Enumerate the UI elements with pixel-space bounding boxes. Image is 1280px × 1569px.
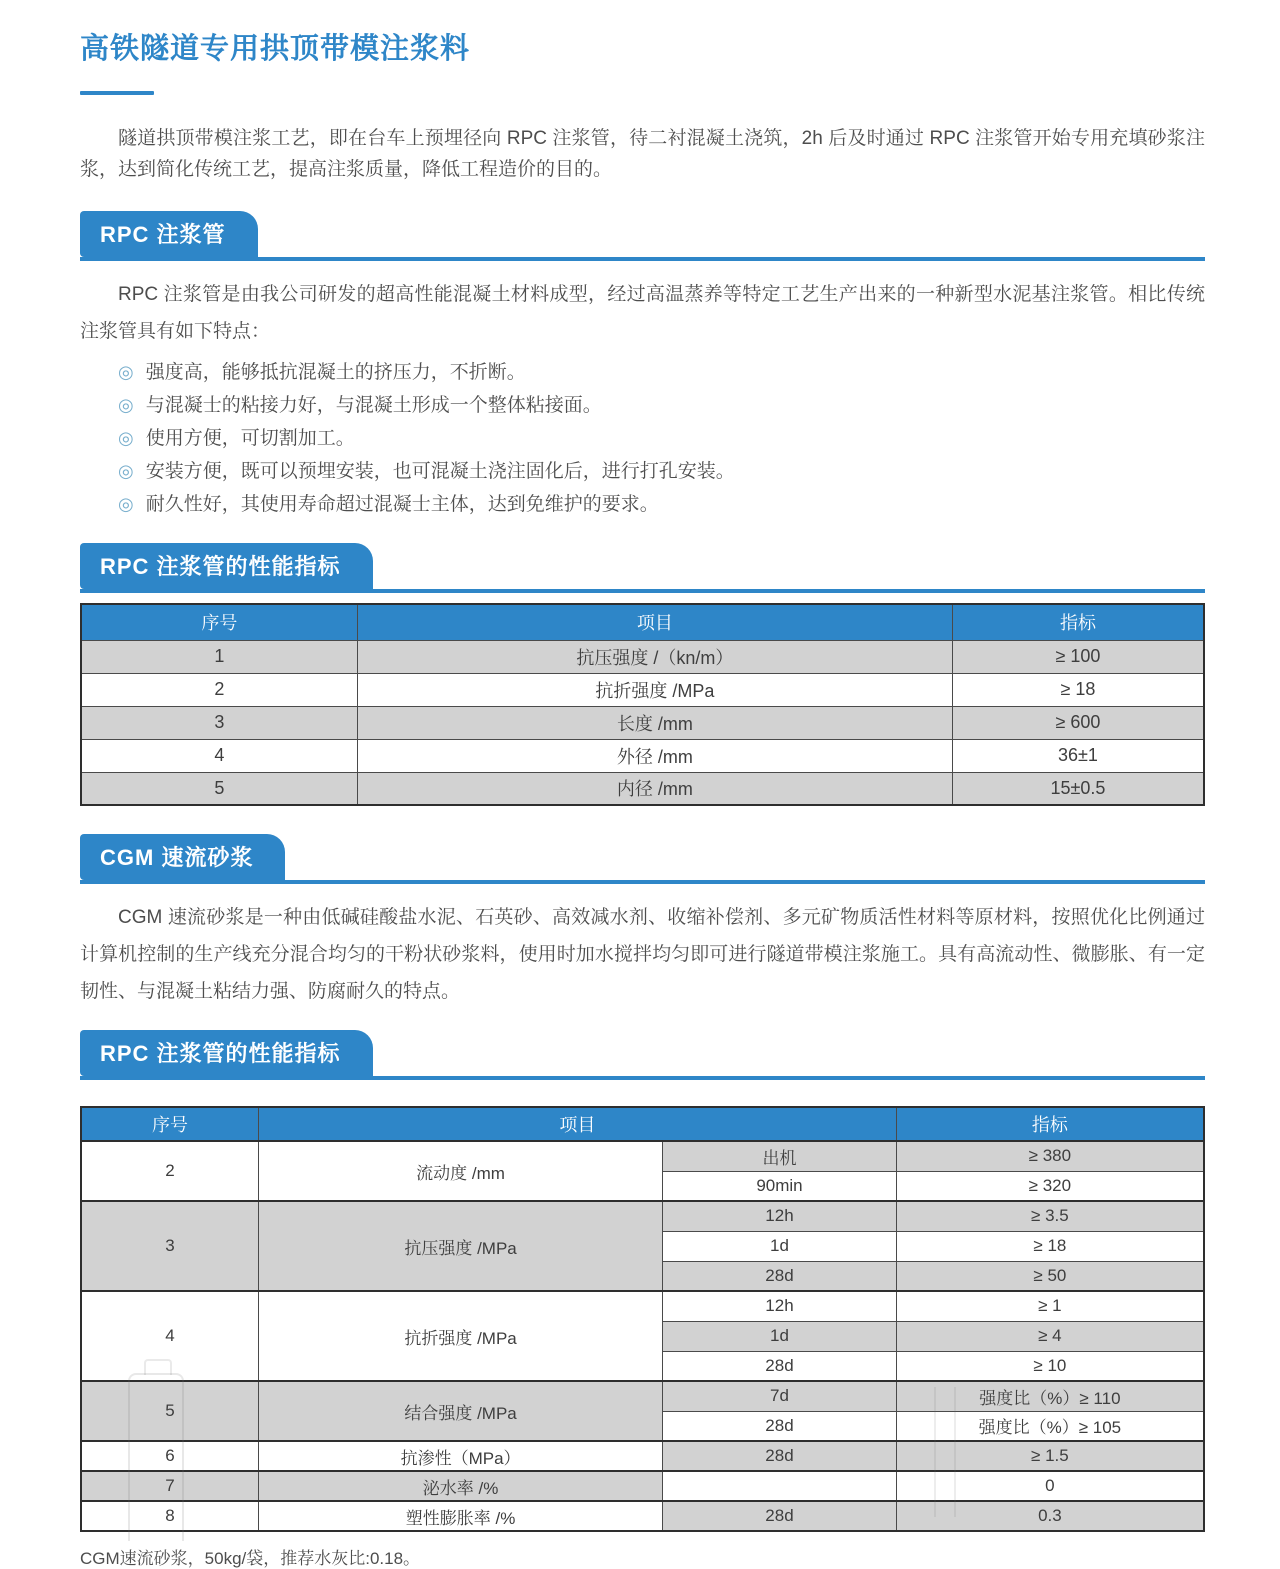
cell-condition: 12h — [663, 1201, 897, 1231]
table-row — [81, 706, 1204, 739]
table-row — [81, 1291, 1204, 1321]
bullseye-bullet-icon: ◎ — [118, 362, 134, 382]
cell-condition: 1d — [663, 1231, 897, 1261]
cell-index: 4 — [81, 739, 357, 772]
cell-item: 抗渗性（MPa） — [258, 1441, 662, 1471]
cell-condition: 90min — [663, 1171, 897, 1201]
rpc-description: RPC 注浆管是由我公司研发的超高性能混凝土材料成型，经过高温蒸养等特定工艺生产出来的一种新型水泥基注浆管。相比传统注浆管具有如下特点： — [80, 284, 1205, 342]
cell-spec: ≥ 10 — [896, 1351, 1204, 1381]
cell-index: 2 — [81, 1141, 258, 1201]
cell-item: 塑性膨胀率 /% — [258, 1501, 662, 1531]
col-header-item: 项目 — [258, 1107, 896, 1141]
table-header-row — [81, 1107, 1204, 1141]
cell-spec: ≥ 4 — [896, 1321, 1204, 1351]
list-item — [118, 389, 1205, 422]
table-row — [81, 1201, 1204, 1231]
cgm-spec-table — [80, 1106, 1205, 1532]
cell-condition: 28d — [663, 1261, 897, 1291]
section-bar-rpc-specs — [80, 543, 1205, 593]
cell-item: 泌水率 /% — [258, 1471, 662, 1501]
col-header-index: 序号 — [81, 604, 357, 640]
title-underline-dash — [80, 91, 154, 95]
cell-index: 1 — [81, 640, 357, 673]
bullseye-bullet-icon: ◎ — [118, 395, 134, 415]
section-bar-rpc — [80, 211, 1205, 261]
cell-item: 抗压强度 /（kn/m） — [357, 640, 952, 673]
cell-spec: 强度比（%）≥ 110 — [896, 1381, 1204, 1411]
table-row — [81, 772, 1204, 805]
cell-spec: ≥ 18 — [952, 673, 1204, 706]
cell-index: 4 — [81, 1291, 258, 1381]
list-item — [118, 455, 1205, 488]
table-row — [81, 1141, 1204, 1171]
bullet-text: 与混凝士的粘接力好，与混凝土形成一个整体粘接面。 — [145, 395, 602, 416]
cell-spec: ≥ 1 — [896, 1291, 1204, 1321]
cell-condition: 12h — [663, 1291, 897, 1321]
cell-index: 6 — [81, 1441, 258, 1471]
cell-spec: 0 — [896, 1471, 1204, 1501]
intro-paragraph: 隧道拱顶带模注浆工艺，即在台车上预埋径向 RPC 注浆管，待二衬混凝土浇筑，2h 后及时通过 RPC 注浆管开始专用充填砂浆注浆，达到简化传统工艺，提高注浆质量，降低工程造价的目的。 — [80, 128, 1205, 180]
cell-item: 抗折强度 /MPa — [258, 1291, 662, 1381]
cell-condition: 28d — [663, 1351, 897, 1381]
cell-spec: 0.3 — [896, 1501, 1204, 1531]
cell-spec: 15±0.5 — [952, 772, 1204, 805]
cell-spec: 36±1 — [952, 739, 1204, 772]
cell-item: 抗压强度 /MPa — [258, 1201, 662, 1291]
cell-item: 长度 /mm — [357, 706, 952, 739]
section-bar-cgm-specs — [80, 1030, 1205, 1080]
cell-item: 流动度 /mm — [258, 1141, 662, 1201]
cell-condition — [663, 1471, 897, 1501]
cell-condition: 28d — [663, 1441, 897, 1471]
bullseye-bullet-icon: ◎ — [118, 461, 134, 481]
bullet-text: 强度高，能够抵抗混凝土的挤压力，不折断。 — [145, 362, 526, 383]
cell-spec: 强度比（%）≥ 105 — [896, 1411, 1204, 1441]
bullet-text: 使用方便，可切割加工。 — [145, 428, 355, 449]
section-heading-cgm-specs: RPC 注浆管的性能指标 — [80, 1030, 373, 1076]
cell-spec: ≥ 380 — [896, 1141, 1204, 1171]
table-row — [81, 1471, 1204, 1501]
rpc-feature-list — [80, 356, 1205, 521]
section-heading-rpc-specs: RPC 注浆管的性能指标 — [80, 543, 373, 589]
list-item — [118, 488, 1205, 521]
table-row — [81, 1501, 1204, 1531]
cell-spec: ≥ 100 — [952, 640, 1204, 673]
col-header-spec: 指标 — [896, 1107, 1204, 1141]
cgm-description: CGM 速流砂浆是一种由低碱硅酸盐水泥、石英砂、高效减水剂、收缩补偿剂、多元矿物质活性材料等原材料，按照优化比例通过计算机控制的生产线充分混合均匀的干粉状砂浆料，使用时加水搅拌均匀即可进行隧道带模注浆施工。具有高流动性、微膨胀、有一定韧性、与混凝土粘结力强、防腐耐久的特点。 — [80, 907, 1205, 1002]
rpc-spec-table — [80, 603, 1205, 806]
section-heading-cgm: CGM 速流砂浆 — [80, 834, 285, 880]
cell-condition: 1d — [663, 1321, 897, 1351]
table-row — [81, 739, 1204, 772]
bullseye-bullet-icon: ◎ — [118, 428, 134, 448]
bullseye-bullet-icon: ◎ — [118, 494, 134, 514]
cell-index: 3 — [81, 1201, 258, 1291]
table-row — [81, 1381, 1204, 1411]
cell-spec: ≥ 18 — [896, 1231, 1204, 1261]
cell-condition: 7d — [663, 1381, 897, 1411]
table-header-row — [81, 604, 1204, 640]
col-header-item: 项目 — [357, 604, 952, 640]
footer-note: CGM速流砂浆，50kg/袋，推荐水灰比:0.18。 — [80, 1549, 421, 1568]
cell-condition: 28d — [663, 1501, 897, 1531]
cell-index: 5 — [81, 772, 357, 805]
cell-condition: 出机 — [663, 1141, 897, 1171]
table-row — [81, 1441, 1204, 1471]
list-item — [118, 422, 1205, 455]
cell-condition: 28d — [663, 1411, 897, 1441]
cell-spec: ≥ 320 — [896, 1171, 1204, 1201]
col-header-spec: 指标 — [952, 604, 1204, 640]
cell-spec: ≥ 50 — [896, 1261, 1204, 1291]
list-item — [118, 356, 1205, 389]
page-title: 高铁隧道专用拱顶带模注浆料 — [80, 33, 471, 65]
cell-index: 3 — [81, 706, 357, 739]
cell-index: 7 — [81, 1471, 258, 1501]
cell-item: 外径 /mm — [357, 739, 952, 772]
cell-spec: ≥ 600 — [952, 706, 1204, 739]
bullet-text: 耐久性好，其使用寿命超过混凝士主体，达到免维护的要求。 — [145, 494, 659, 515]
table-row — [81, 673, 1204, 706]
cell-spec: ≥ 3.5 — [896, 1201, 1204, 1231]
section-heading-rpc: RPC 注浆管 — [80, 211, 258, 257]
cell-spec: ≥ 1.5 — [896, 1441, 1204, 1471]
cell-item: 抗折强度 /MPa — [357, 673, 952, 706]
bullet-text: 安装方便，既可以预埋安装，也可混凝土浇注固化后，进行打孔安装。 — [145, 461, 735, 482]
table-row — [81, 640, 1204, 673]
col-header-index: 序号 — [81, 1107, 258, 1141]
section-bar-cgm — [80, 834, 1205, 884]
cell-index: 5 — [81, 1381, 258, 1441]
cell-index: 8 — [81, 1501, 258, 1531]
cell-index: 2 — [81, 673, 357, 706]
cell-item: 结合强度 /MPa — [258, 1381, 662, 1441]
cell-item: 内径 /mm — [357, 772, 952, 805]
